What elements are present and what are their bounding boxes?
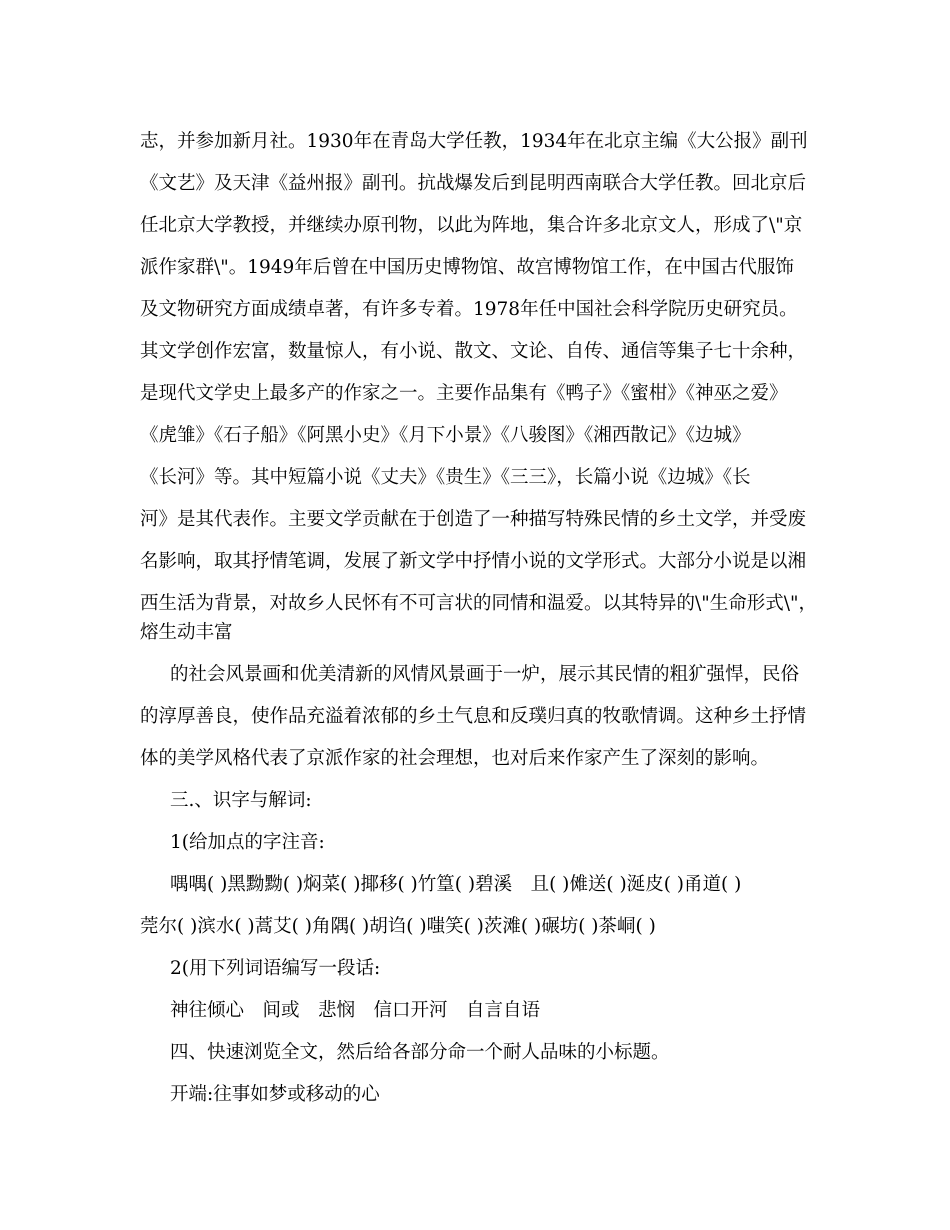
question-heading: 1(给加点的字注音:: [170, 832, 325, 853]
text-line: 河》是其代表作。主要文学贡献在于创造了一种描写特殊民情的乡土文学，并受废: [140, 509, 807, 530]
section-heading: 三.、识字与解词:: [170, 790, 312, 811]
text-line: 熔生动丰富: [140, 622, 233, 643]
text-line: 其文学创作宏富，数量惊人，有小说、散文、文论、自传、通信等集子七十余种，: [140, 341, 807, 362]
vocab-line: 莞尔( )滨水( )蒿艾( )角隅( )胡诌( )嗤笑( )茨滩( )碾坊( )茶峒( ): [140, 916, 656, 937]
text-line: 体的美学风格代表了京派作家的社会理想，也对后来作家产生了深刻的影响。: [140, 748, 770, 769]
text-line: 派作家群\"。1949年后曾在中国历史博物馆、故宫博物馆工作，在中国古代服饰: [140, 257, 794, 278]
text-line: 《长河》等。其中短篇小说《丈夫》《贵生》《三三》，长篇小说《边城》《长: [140, 467, 751, 488]
text-line: 名影响，取其抒情笔调，发展了新文学中抒情小说的文学形式。大部分小说是以湘: [140, 551, 807, 572]
text-line: 的社会风景画和优美清新的风情风景画于一炉，展示其民情的粗犷强悍，民俗: [170, 664, 800, 685]
text-line: 是现代文学史上最多产的作家之一。主要作品集有《鸭子》《蜜柑》《神巫之爱》: [140, 383, 788, 404]
text-line: 志，并参加新月社。1930年在青岛大学任教，1934年在北京主编《大公报》副刊: [140, 131, 808, 152]
text-line: 西生活为背景，对故乡人民怀有不可言状的同情和温爱。以其特异的\"生命形式\"，: [140, 593, 817, 614]
text-line: 及文物研究方面成绩卓著，有许多专着。1978年任中国社会科学院历史研究员。: [140, 299, 798, 320]
text-line: 开端:往事如梦或移动的心: [170, 1084, 380, 1105]
word-list: 神往倾心 间或 悲悯 信口开河 自言自语: [170, 1000, 541, 1021]
section-heading: 四、快速浏览全文，然后给各部分命一个耐人品味的小标题。: [170, 1042, 670, 1063]
text-line: 《虎雏》《石子船》《阿黑小史》《月下小景》《八骏图》《湘西散记》《边城》: [140, 425, 751, 446]
text-line: 《文艺》及天津《益州报》副刊。抗战爆发后到昆明西南联合大学任教。回北京后: [140, 173, 807, 194]
vocab-line: 喁喁( )黑黝黝( )焖菜( )揶移( )竹篁( )碧溪 且( )傩送( )涎皮( )甬道( ): [170, 874, 742, 895]
text-line: 的淳厚善良，使作品充溢着浓郁的乡土气息和反璞归真的牧歌情调。这种乡土抒情: [140, 706, 807, 727]
text-line: 任北京大学教授，并继续办原刊物，以此为阵地，集合许多北京文人，形成了\"京: [140, 215, 803, 236]
question-heading: 2(用下列词语编写一段话:: [170, 958, 381, 979]
